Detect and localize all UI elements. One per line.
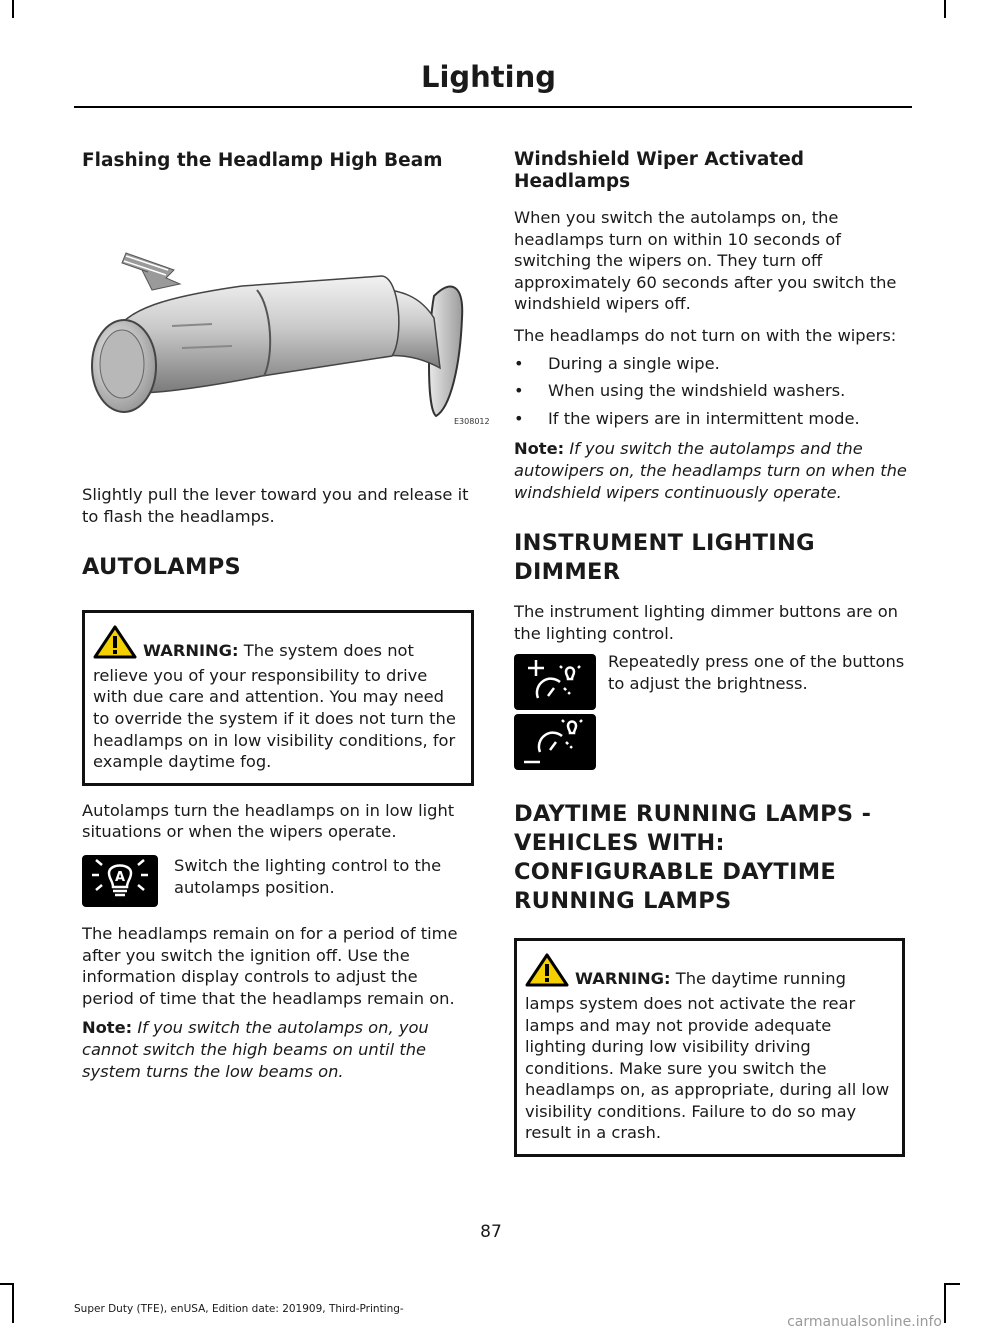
switch-text: Switch the lighting control to the autolamps position. <box>174 855 442 897</box>
left-column <box>82 140 490 1082</box>
not-on-text: The headlamps do not turn on with the wipers: <box>514 325 897 345</box>
note-text: If you switch the autolamps on, you cannot switch the high beams on until the system turns the low beams on. <box>82 1018 429 1081</box>
crop-mark-bottom-right-v <box>944 1283 946 1323</box>
crop-mark-bottom-left-h <box>0 1283 14 1285</box>
dimmer-icons <box>514 654 598 770</box>
note-text: If you switch the autolamps and the autowipers on, the headlamps turn on when the windshield wipers continuously operate. <box>514 439 907 502</box>
drl-heading-line-2: VEHICLES WITH: <box>514 830 725 857</box>
switch-row <box>82 855 474 907</box>
warning-triangle-icon <box>93 625 137 665</box>
dimmer-text: The instrument lighting dimmer buttons are on the lighting control. <box>514 602 898 643</box>
warning-label: WARNING: <box>143 641 239 661</box>
list-item: • During a single wipe. <box>514 353 720 373</box>
list-item: • When using the windshield washers. <box>514 381 846 401</box>
autolamps-warning-box <box>82 610 474 786</box>
warning-label: WARNING: <box>575 969 671 989</box>
crop-mark-bottom-right-h <box>944 1283 960 1285</box>
dimmer-icon-text: Repeatedly press one of the buttons to adjust the brightness. <box>608 652 905 693</box>
warning-text: The system does not relieve you of your responsibility to drive with due care and attention. You may need to override the system if it does not turn the headlamps on in low visibility conditions, for example daytime fog. <box>93 641 456 772</box>
svg-text:A: A <box>114 869 126 885</box>
note-label: Note: <box>514 439 565 459</box>
drl-warning-box <box>514 938 905 1157</box>
dimmer-row <box>514 654 909 770</box>
header-rule <box>74 106 912 108</box>
wiper-bullet-list <box>514 353 909 430</box>
autolamps-icon <box>82 855 158 907</box>
crop-mark-top-right-v <box>944 0 946 18</box>
page-number: 87 <box>480 1222 502 1242</box>
lever-illustration <box>82 178 490 428</box>
autolamps-heading: AUTOLAMPS <box>82 554 242 581</box>
crop-mark-top-left-v <box>12 0 14 18</box>
wiper-note <box>514 438 909 503</box>
edition-line: Super Duty (TFE), enUSA, Edition date: 201909, Third-Printing- <box>74 1303 404 1315</box>
autolamps-text: Autolamps turn the headlamps on in low light situations or when the wipers operate. <box>82 800 455 842</box>
warning-text: The daytime running lamps system does not activate the rear lamps and may not provide adequate lighting during low visibility driving conditions. Make sure you switch the headlamps on, as appropriate, during all low visibility conditions. Failure to do so may result in a crash. <box>525 969 890 1143</box>
remain-text: The headlamps remain on for a period of time after you switch the ignition off. Use the information display controls to adjust the period of time that the headlamps remain on. <box>82 923 458 1008</box>
dimmer-heading-line-2: DIMMER <box>514 559 621 586</box>
dimmer-decrease-icon <box>514 714 596 770</box>
right-column <box>514 140 909 1157</box>
dimmer-heading-line-1: INSTRUMENT LIGHTING <box>514 530 815 557</box>
list-item: • If the wipers are in intermittent mode. <box>514 408 860 428</box>
drl-heading-line-1: DAYTIME RUNNING LAMPS - <box>514 801 872 828</box>
flash-heading: Flashing the Headlamp High Beam <box>82 150 443 171</box>
autolamps-note <box>82 1017 474 1082</box>
headlamp-lever-image <box>82 178 490 428</box>
crop-mark-bottom-left-v <box>12 1283 14 1323</box>
page-title: Lighting <box>420 60 556 94</box>
flash-text: Slightly pull the lever toward you and release it to flash the headlamps. <box>82 485 469 526</box>
warning-triangle-icon <box>525 953 569 993</box>
drl-heading-line-4: RUNNING LAMPS <box>514 888 732 915</box>
wiper-heading: Windshield Wiper Activated Headlamps <box>514 149 805 192</box>
note-label: Note: <box>82 1018 133 1038</box>
drl-heading-line-3: CONFIGURABLE DAYTIME <box>514 859 837 886</box>
dimmer-increase-icon <box>514 654 596 710</box>
wiper-text: When you switch the autolamps on, the headlamps turn on within 10 seconds of switching the wipers on. They turn off approximately 60 seconds after you switch the windshield wipers off. <box>514 208 897 314</box>
figure-id: E308012 <box>454 417 490 426</box>
watermark: carmanualsonline.info <box>787 1314 942 1330</box>
pull-arrow-icon <box>122 253 180 290</box>
